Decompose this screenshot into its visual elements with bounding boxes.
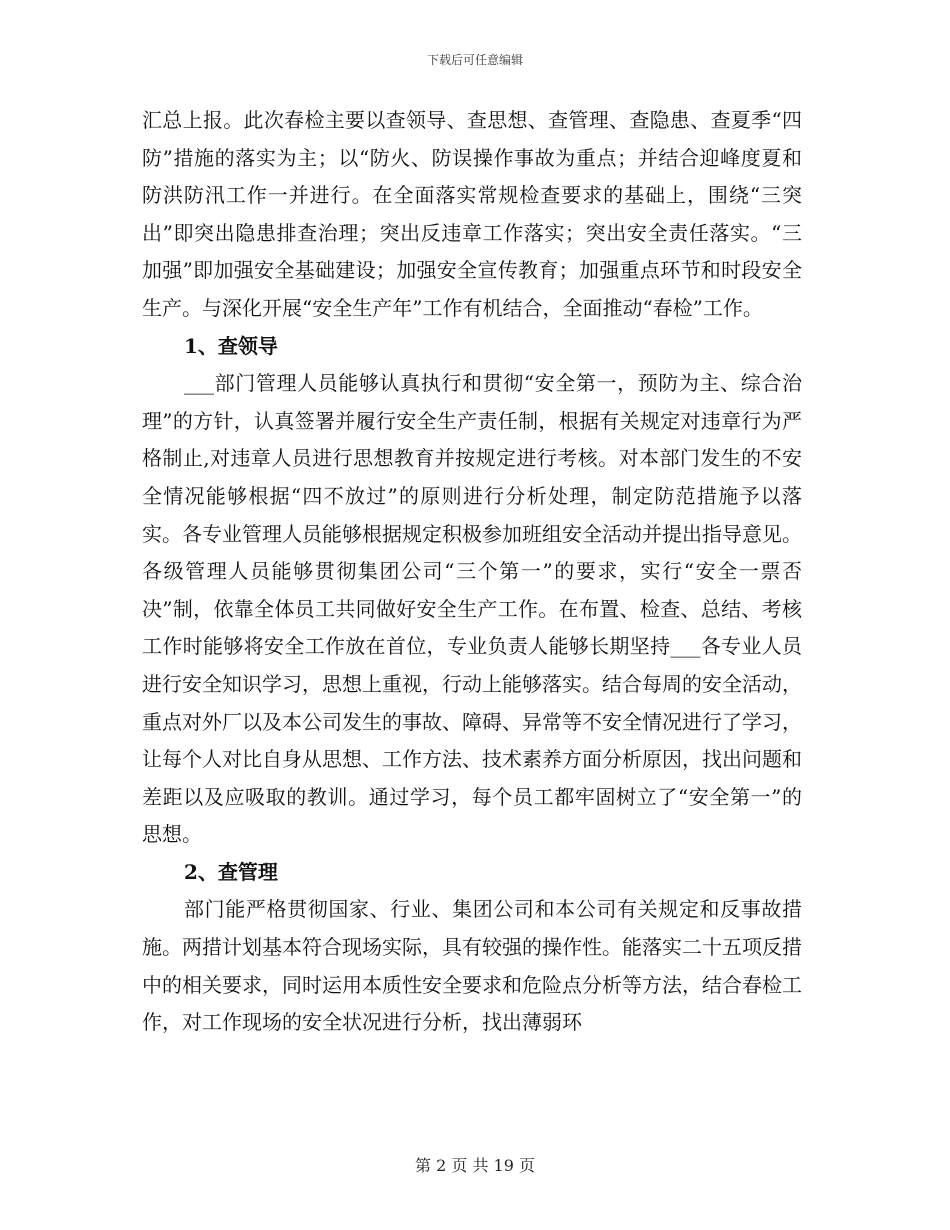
page-header: 下载后可任意编辑 <box>426 53 523 67</box>
paragraph-management: 部门能严格贯彻国家、行业、集团公司和本公司有关规定和反事故措施。两措计划基本符合现场实际，具有较强的操作性。能落实二十五项反措中的相关要求，同时运用本质性安全要求和危险点分析等方法，结合春检工作，对工作现场的安全状况进行分析，找出薄弱环 <box>142 897 802 1035</box>
paragraph-continued: 汇总上报。此次春检主要以查领导、查思想、查管理、查隐患、查夏季“四防”措施的落实为主；以“防火、防误操作事故为重点；并结合迎峰度夏和防洪防汛工作一并进行。在全面落实常规检查要求的基础上，围绕“三突出”即突出隐患排查治理；突出反违章工作落实；突出安全责任落实。“三加强”即加强安全基础建设；加强安全宣传教育；加强重点环节和时段安全生产。与深化开展“安全生产年”工作有机结合，全面推动“春检”工作。 <box>142 108 802 320</box>
page-footer: 第 2 页 共 19 页 <box>415 1156 535 1175</box>
document-body <box>142 102 802 1042</box>
paragraph-leadership: ___部门管理人员能够认真执行和贯彻“安全第一，预防为主、综合治理”的方针，认真签署并履行安全生产责任制，根据有关规定对违章行为严格制止,对违章人员进行思想教育并按规定进行考核。对本部门发生的不安全情况能够根据“四不放过”的原则进行分析处理，制定防范措施予以落实。各专业管理人员能够根据规定积极参加班组安全活动并提出指导意见。各级管理人员能够贯彻集团公司“三个第一”的要求，实行“安全一票否决”制，依靠全体员工共同做好安全生产工作。在布置、检查、总结、考核工作时能够将安全工作放在首位，专业负责人能够长期坚持___各专业人员进行安全知识学习，思想上重视，行动上能够落实。结合每周的安全活动，重点对外厂以及本公司发生的事故、障碍、异常等不安全情况进行了学习，让每个人对比自身从思想、工作方法、技术素养方面分析原因，找出问题和差距以及应吸取的教训。通过学习，每个员工都牢固树立了“安全第一”的思想。 <box>142 371 802 847</box>
section-heading-leadership: 1、查领导 <box>184 333 278 358</box>
section-heading-management: 2、查管理 <box>184 859 278 884</box>
